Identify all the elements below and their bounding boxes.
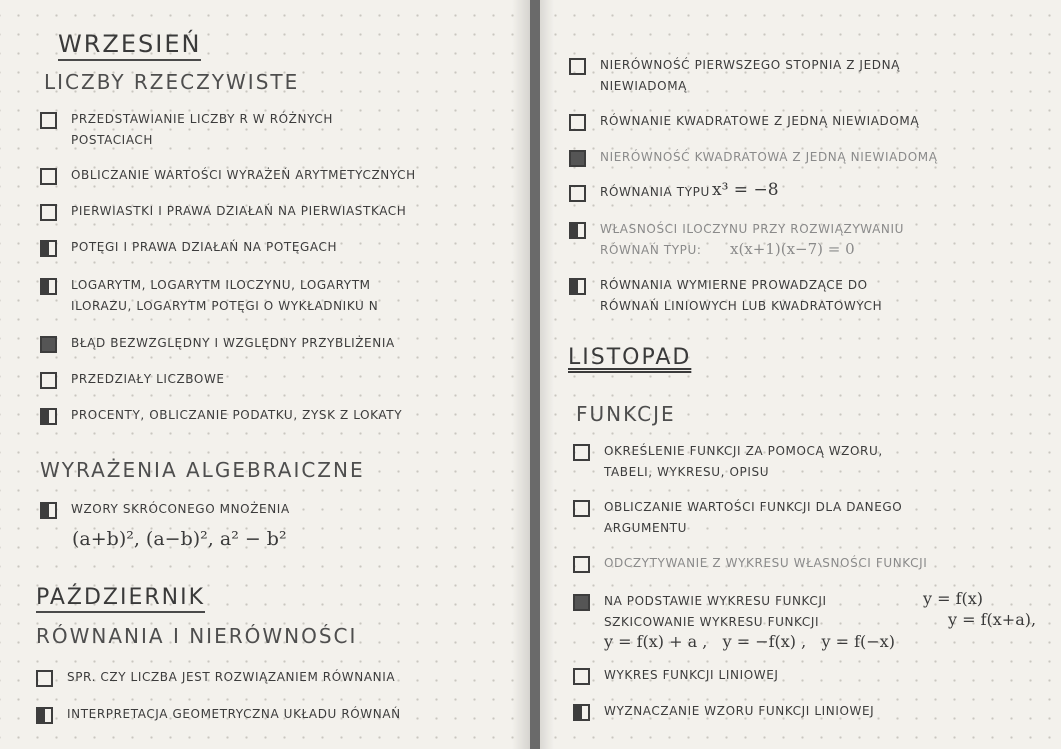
checkbox-empty[interactable] <box>573 556 590 573</box>
left-notebook-page <box>0 0 530 749</box>
checklist-item[interactable] <box>569 276 882 317</box>
checklist-item[interactable] <box>40 370 225 390</box>
checklist-item[interactable] <box>40 166 416 186</box>
checkbox-empty[interactable] <box>40 204 57 221</box>
item-label: NIERÓWNOŚĆ KWADRATOWA Z JEDNĄ NIEWIADOMĄ <box>600 150 938 164</box>
item-label: OKREŚLENIE FUNKCJI ZA POMOCĄ WZORU, TABELI, WYKRESU, OPISU <box>604 444 883 479</box>
checklist-item[interactable] <box>569 183 710 203</box>
checklist-item[interactable] <box>573 666 779 686</box>
item-label: PRZEDSTAWIANIE LICZBY R W RÓŻNYCH POSTACIACH <box>71 112 333 147</box>
item-label: RÓWNANIE KWADRATOWE Z JEDNĄ NIEWIADOMĄ <box>600 114 920 128</box>
month-heading-wrzesien: WRZESIEŃ <box>58 30 201 61</box>
month-heading-pazdziernik: PAŹDZIERNIK <box>36 585 205 613</box>
item-label: WŁASNOŚCI ILOCZYNU PRZY ROZWIĄZYWANIU RÓWNAŃ TYPU: <box>600 222 904 257</box>
checklist-item[interactable] <box>569 112 919 132</box>
checklist-item[interactable] <box>40 110 333 151</box>
checkbox-empty[interactable] <box>40 168 57 185</box>
formula-x-cubed: x³ = −8 <box>712 180 779 200</box>
checklist-item[interactable] <box>573 702 874 722</box>
item-label: NIERÓWNOŚĆ PIERWSZEGO STOPNIA Z JEDNĄ NIEWIADOMĄ <box>600 58 900 93</box>
item-label: PIERWIASTKI I PRAWA DZIAŁAŃ NA PIERWIASTKACH <box>71 204 407 218</box>
formula-short-multiplication: (a+b)², (a−b)², a² − b² <box>72 528 287 550</box>
item-label: POTĘGI I PRAWA DZIAŁAŃ NA POTĘGACH <box>71 240 338 254</box>
formula-transformations: y = f(x) + a , y = −f(x) , y = f(−x) <box>604 632 895 651</box>
item-label: WYZNACZANIE WZORU FUNKCJI LINIOWEJ <box>604 704 875 718</box>
item-label: WZORY SKRÓCONEGO MNOŻENIA <box>71 502 290 516</box>
checkbox-empty[interactable] <box>40 112 57 129</box>
checklist-item[interactable] <box>36 705 401 725</box>
checkbox-empty[interactable] <box>569 58 586 75</box>
checkbox-empty[interactable] <box>36 670 53 687</box>
section-heading-liczby-rzeczywiste: LICZBY RZECZYWISTE <box>44 70 300 94</box>
formula-product-roots: x(x+1)(x−7) = 0 <box>730 240 855 258</box>
checklist-item[interactable] <box>40 406 402 426</box>
section-heading-rownania-i-nierownosci: RÓWNANIA I NIERÓWNOŚCI <box>36 624 358 648</box>
checkbox-filled[interactable] <box>40 336 57 353</box>
month-heading-listopad: LISTOPAD <box>568 345 692 370</box>
checklist-item[interactable] <box>40 500 290 520</box>
item-label: OBLICZANIE WARTOŚCI FUNKCJI DLA DANEGO ARGUMENTU <box>604 500 903 535</box>
checkbox-filled[interactable] <box>569 150 586 167</box>
item-label: BŁĄD BEZWZGLĘDNY I WZGLĘDNY PRZYBLIŻENIA <box>71 336 395 350</box>
item-label: RÓWNANIA TYPU <box>600 185 710 199</box>
checkbox-half-filled[interactable] <box>40 278 57 295</box>
checkbox-half-filled[interactable] <box>569 278 586 295</box>
item-label: RÓWNANIA WYMIERNE PROWADZĄCE DO RÓWNAŃ LINIOWYCH LUB KWADRATOWYCH <box>600 278 883 313</box>
item-label: LOGARYTM, LOGARYTM ILOCZYNU, LOGARYTM ILORAZU, LOGARYTM POTĘGI O WYKŁADNIKU N <box>71 278 379 313</box>
item-label: NA PODSTAWIE WYKRESU FUNKCJI SZKICOWANIE WYKRESU FUNKCJI <box>604 594 827 629</box>
checklist-item[interactable] <box>40 202 406 222</box>
item-label: OBLICZANIE WARTOŚCI WYRAŻEŃ ARYTMETYCZNYCH <box>71 168 416 182</box>
checkbox-empty[interactable] <box>569 114 586 131</box>
formula-y-f-x-plus-a: y = f(x+a), <box>948 610 1037 629</box>
item-label: SPR. CZY LICZBA JEST ROZWIĄZANIEM RÓWNANIA <box>67 670 396 684</box>
section-heading-wyrazenia-algebraiczne: WYRAŻENIA ALGEBRAICZNE <box>40 458 365 482</box>
checkbox-half-filled[interactable] <box>40 240 57 257</box>
formula-y-f-x: y = f(x) <box>923 589 984 608</box>
checkbox-empty[interactable] <box>573 668 590 685</box>
checklist-item[interactable] <box>40 238 337 258</box>
checklist-item[interactable] <box>573 442 883 483</box>
checkbox-half-filled[interactable] <box>40 502 57 519</box>
checklist-item[interactable] <box>573 592 827 633</box>
item-label: INTERPRETACJA GEOMETRYCZNA UKŁADU RÓWNAŃ <box>67 707 401 721</box>
checkbox-empty[interactable] <box>40 372 57 389</box>
section-heading-funkcje: FUNKCJE <box>576 402 676 426</box>
item-label: ODCZYTYWANIE Z WYKRESU WŁASNOŚCI FUNKCJI <box>604 556 928 570</box>
checkbox-half-filled[interactable] <box>36 707 53 724</box>
checklist-item[interactable] <box>40 334 395 354</box>
checkbox-half-filled[interactable] <box>573 704 590 721</box>
item-label: PRZEDZIAŁY LICZBOWE <box>71 372 225 386</box>
checkbox-empty[interactable] <box>573 444 590 461</box>
item-label: WYKRES FUNKCJI LINIOWEJ <box>604 668 779 682</box>
checkbox-filled[interactable] <box>573 594 590 611</box>
checkbox-half-filled[interactable] <box>40 408 57 425</box>
right-notebook-page <box>540 0 1061 749</box>
checkbox-half-filled[interactable] <box>569 222 586 239</box>
checklist-item[interactable] <box>569 56 900 97</box>
checklist-item[interactable] <box>569 148 938 168</box>
checkbox-empty[interactable] <box>569 185 586 202</box>
checklist-item[interactable] <box>573 498 902 539</box>
checklist-item[interactable] <box>36 668 395 688</box>
item-label: PROCENTY, OBLICZANIE PODATKU, ZYSK Z LOKATY <box>71 408 403 422</box>
checklist-item[interactable] <box>573 554 927 574</box>
checkbox-empty[interactable] <box>573 500 590 517</box>
checklist-item[interactable] <box>40 276 378 317</box>
